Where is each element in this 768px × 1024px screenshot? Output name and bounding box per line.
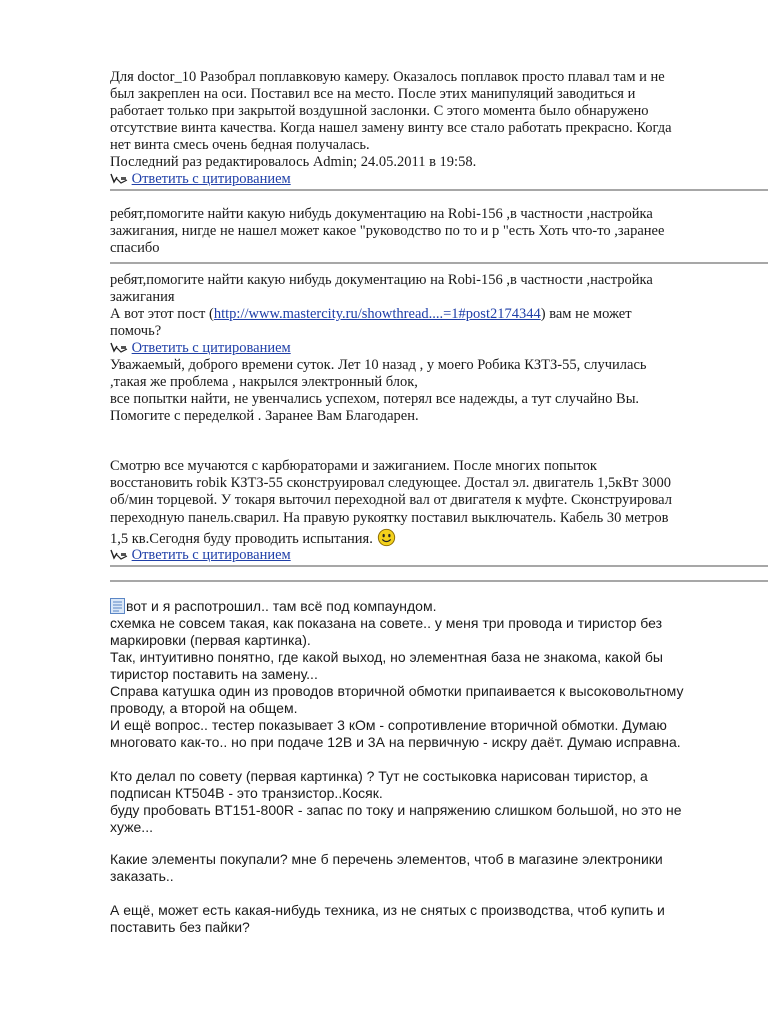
post-text-line: об/мин торцевой. У токаря выточил переходной вал от двигателя к муфте. Сконструировал — [110, 492, 672, 508]
post-text-line: переходную панель.сварил. На правую рукоятку поставил выключатель. Кабель 30 метров — [110, 510, 669, 526]
answer-suffix: ) вам не может — [540, 306, 632, 322]
answer-line: помочь? — [110, 323, 162, 339]
post-text-line: Уважаемый, доброго времени суток. Лет 10 назад , у моего Робика КЗТЗ-55, случилась — [110, 357, 647, 373]
answer-line — [110, 306, 632, 323]
post-first-line — [110, 598, 436, 615]
reply-arrow-icon — [110, 171, 128, 185]
reply-arrow-icon — [110, 547, 128, 561]
post-text-line-with-smiley — [110, 528, 396, 548]
post-separator — [110, 580, 768, 582]
post-text-line: Помогите с переделкой . Заранее Вам Благодарен. — [110, 408, 419, 424]
post-text-line: зажигания, нигде не нашел может какое "руководство по то и р "есть Хоть что-то ,заранее — [110, 223, 665, 239]
post-text-line: подписан КТ504В - это транзистор..Косяк. — [110, 785, 383, 801]
quote-line: ребят,помогите найти какую нибудь документацию на Robi-156 ,в частности ,настройка — [110, 272, 653, 288]
post-text-line: А ещё, может есть какая-нибудь техника, из не снятых с производства, чтоб купить и — [110, 902, 665, 918]
smiley-icon — [377, 528, 396, 547]
reply-with-quote[interactable] — [110, 340, 291, 357]
post-text-line: Так, интуитивно понятно, где какой выход, но элементная база не знакома, какой бы — [110, 649, 663, 665]
post-text-line: схемка не совсем такая, как показана на совете.. у меня три провода и тиристор без — [110, 615, 663, 631]
post-text-line: И ещё вопрос.. тестер показывает 3 кОм - сопротивление вторичной обмотки. Думаю — [110, 717, 667, 733]
reply-with-quote-link[interactable]: Ответить с цитированием — [131, 171, 291, 187]
quote-line: зажигания — [110, 289, 175, 305]
post-text-line: хуже... — [110, 819, 153, 835]
post-text-line: нет винта смесь очень бедная получалась. — [110, 137, 370, 153]
edited-note: Последний раз редактировалось Admin; 24.05.2011 в 19:58. — [110, 154, 477, 170]
post-text-line: заказать.. — [110, 868, 174, 884]
post-text-line: Кто делал по совету (первая картинка) ? Тут не состыковка нарисован тиристор, а — [110, 768, 648, 784]
thread-url-link[interactable]: http://www.mastercity.ru/showthread....=1#post2174344 — [213, 306, 541, 322]
post-separator — [110, 262, 768, 264]
reply-with-quote[interactable] — [110, 171, 291, 188]
post-text-line: проводу, а второй на общем. — [110, 700, 298, 716]
post-separator — [110, 189, 768, 191]
post-text-line: буду пробовать BT151-800R - запас по току и напряжению слишком большой, но это не — [110, 802, 682, 818]
post-text-line: Для doctor_10 Разобрал поплавковую камеру. Оказалось поплавок просто плавал там и не — [110, 69, 665, 85]
post-text-line: спасибо — [110, 240, 160, 256]
post-text-line: тиристор поставить на замену... — [110, 666, 318, 682]
reply-with-quote-link[interactable]: Ответить с цитированием — [131, 547, 291, 563]
post-text-line: отсутствие винта качества. Когда нашел замену винту все стало работать прекрасно. Когда — [110, 120, 672, 136]
post-text-line: Смотрю все мучаются с карбюраторами и зажиганием. После многих попыток — [110, 458, 597, 474]
post-text-line: Какие элементы покупали? мне б перечень элементов, чтоб в магазине электроники — [110, 851, 663, 867]
post-text-line: ребят,помогите найти какую нибудь документацию на Robi-156 ,в частности ,настройка — [110, 206, 653, 222]
reply-with-quote-link[interactable]: Ответить с цитированием — [131, 340, 291, 356]
post-text-line: работает только при закрытой воздушной заслонки. С этого момента было обнаружено — [110, 103, 649, 119]
post-text-line: Справа катушка один из проводов вторичной обмотки припаивается к высоковольтному — [110, 683, 684, 699]
post-text-line: все попытки найти, не увенчались успехом, потерял все надежды, а тут случайно Вы. — [110, 391, 640, 407]
post-text-line: восстановить robik КЗТЗ-55 сконструировал следующее. Достал эл. двигатель 1,5кВт 3000 — [110, 475, 671, 491]
post-text-line: маркировки (первая картинка). — [110, 632, 311, 648]
post-text-line: был закреплен на оси. Поставил все на место. После этих манипуляций заводиться и — [110, 86, 636, 102]
reply-arrow-icon — [110, 340, 128, 354]
document-icon — [110, 598, 125, 614]
post-text-line: ,такая же проблема , накрылся электронный блок, — [110, 374, 418, 390]
post-text: вот и я распотрошил.. там всё под компаундом. — [126, 598, 437, 614]
post-text-line: многовато как-то.. но при подаче 12В и 3А на первичную - искру даёт. Думаю исправна. — [110, 734, 681, 750]
reply-with-quote[interactable] — [110, 547, 291, 564]
post-text: 1,5 кв.Сегодня буду проводить испытания. — [110, 531, 373, 547]
post-text-line: поставить без пайки? — [110, 919, 250, 935]
answer-prefix: А вот этот пост ( — [110, 306, 214, 322]
post-separator — [110, 565, 768, 567]
